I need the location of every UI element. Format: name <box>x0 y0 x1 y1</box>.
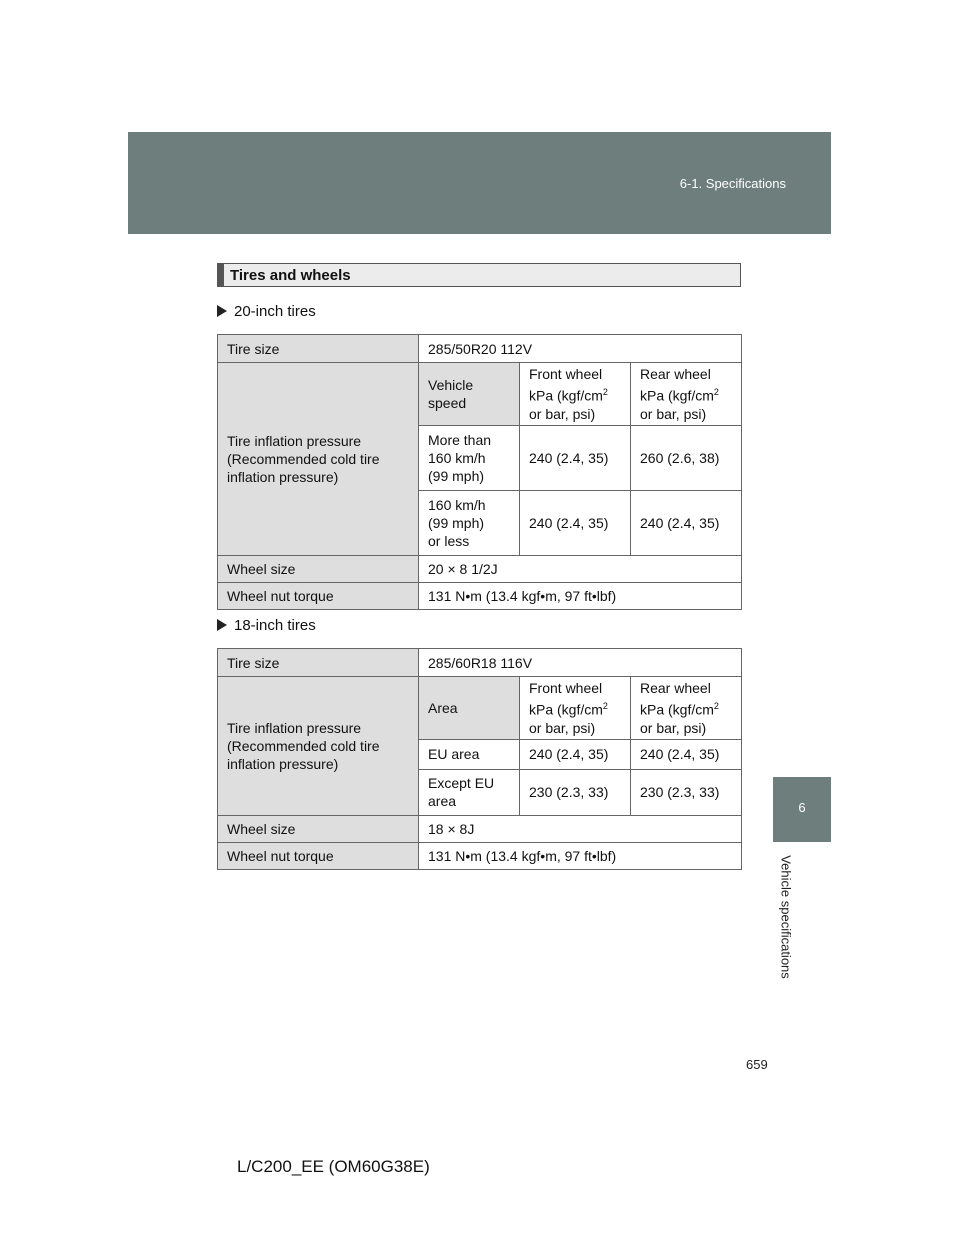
rear-header-tail: or bar, psi) <box>640 719 707 736</box>
spec-table-18-inch <box>217 648 742 870</box>
front-pressure: 240 (2.4, 35) <box>520 490 631 555</box>
nut-torque-label: Wheel nut torque <box>218 582 419 609</box>
front-header <box>520 677 631 740</box>
front-pressure: 230 (2.3, 33) <box>520 769 631 815</box>
pressure-label-line: Tire inflation pressure <box>227 719 362 736</box>
section-title-bar <box>218 264 224 286</box>
nut-torque-value: 131 N•m (13.4 kgf•m, 97 ft•lbf) <box>419 582 742 609</box>
tire-size-value: 285/50R20 112V <box>419 335 742 363</box>
front-header-tail: or bar, psi) <box>529 719 596 736</box>
tire-size-value: 285/60R18 116V <box>419 649 742 677</box>
chapter-title: 6-1. Specifications <box>679 176 786 191</box>
front-header-text: Front wheel kPa (kgf/cm <box>529 680 603 718</box>
front-header <box>520 363 631 426</box>
tire-size-label: Tire size <box>218 649 419 677</box>
front-pressure: 240 (2.4, 35) <box>520 425 631 490</box>
wheel-size-label: Wheel size <box>218 555 419 582</box>
header-band <box>128 132 831 234</box>
front-header-sup: 2 <box>602 701 608 711</box>
speed-condition-text: 160 km/h (99 mph) or less <box>428 496 486 549</box>
subheading-text: 18-inch tires <box>234 617 316 634</box>
table-row <box>218 649 742 677</box>
area-header: Area <box>419 677 520 740</box>
rear-pressure: 260 (2.6, 38) <box>631 425 742 490</box>
rear-pressure: 240 (2.4, 35) <box>631 490 742 555</box>
chapter-tab <box>773 777 831 842</box>
pressure-label <box>218 677 419 816</box>
table-row <box>218 815 742 842</box>
triangle-bullet-icon <box>217 619 227 631</box>
nut-torque-label: Wheel nut torque <box>218 842 419 869</box>
front-header-text: Front wheel kPa (kgf/cm <box>529 366 603 404</box>
wheel-size-value: 20 × 8 1/2J <box>419 555 742 582</box>
table-row <box>218 335 742 363</box>
rear-pressure: 240 (2.4, 35) <box>631 739 742 769</box>
speed-header-text: Vehicle speed <box>428 376 474 411</box>
table-row <box>218 363 742 426</box>
pressure-label-line: (Recommended cold tire <box>227 450 380 467</box>
spec-table-20-inch <box>217 334 742 610</box>
speed-header <box>419 363 520 426</box>
triangle-bullet-icon <box>217 305 227 317</box>
page-number: 659 <box>746 1057 768 1072</box>
section-title-box <box>217 263 741 287</box>
pressure-label-line: (Recommended cold tire <box>227 737 380 754</box>
table-row <box>218 842 742 869</box>
rear-header-sup: 2 <box>713 387 719 397</box>
subheading-20-inch <box>217 303 316 320</box>
area-condition-text: Except EU area <box>428 775 495 810</box>
rear-header <box>631 677 742 740</box>
chapter-number: 6 <box>798 800 806 815</box>
rear-header <box>631 363 742 426</box>
pressure-label-line: inflation pressure) <box>227 755 339 772</box>
rear-header-text: Rear wheel kPa (kgf/cm <box>640 366 714 404</box>
pressure-label-line: Tire inflation pressure <box>227 432 362 449</box>
subheading-text: 20-inch tires <box>234 303 316 320</box>
subheading-18-inch <box>217 617 316 634</box>
rear-pressure: 230 (2.3, 33) <box>631 769 742 815</box>
table-row <box>218 677 742 740</box>
wheel-size-value: 18 × 8J <box>419 815 742 842</box>
speed-condition <box>419 425 520 490</box>
nut-torque-value: 131 N•m (13.4 kgf•m, 97 ft•lbf) <box>419 842 742 869</box>
front-pressure: 240 (2.4, 35) <box>520 739 631 769</box>
wheel-size-label: Wheel size <box>218 815 419 842</box>
table-row <box>218 555 742 582</box>
front-header-tail: or bar, psi) <box>529 405 596 422</box>
area-condition: EU area <box>419 739 520 769</box>
chapter-side-label <box>776 848 796 986</box>
rear-header-text: Rear wheel kPa (kgf/cm <box>640 680 714 718</box>
rear-header-sup: 2 <box>713 701 719 711</box>
table-row <box>218 582 742 609</box>
front-header-sup: 2 <box>602 387 608 397</box>
pressure-label <box>218 363 419 556</box>
speed-condition <box>419 490 520 555</box>
area-condition <box>419 769 520 815</box>
tire-size-label: Tire size <box>218 335 419 363</box>
footer-model-code: L/C200_EE (OM60G38E) <box>237 1157 430 1176</box>
chapter-side-label-text: Vehicle specifications <box>778 855 794 979</box>
section-title: Tires and wheels <box>230 267 351 284</box>
rear-header-tail: or bar, psi) <box>640 405 707 422</box>
speed-condition-text: More than 160 km/h (99 mph) <box>428 431 492 484</box>
pressure-label-line: inflation pressure) <box>227 468 339 485</box>
